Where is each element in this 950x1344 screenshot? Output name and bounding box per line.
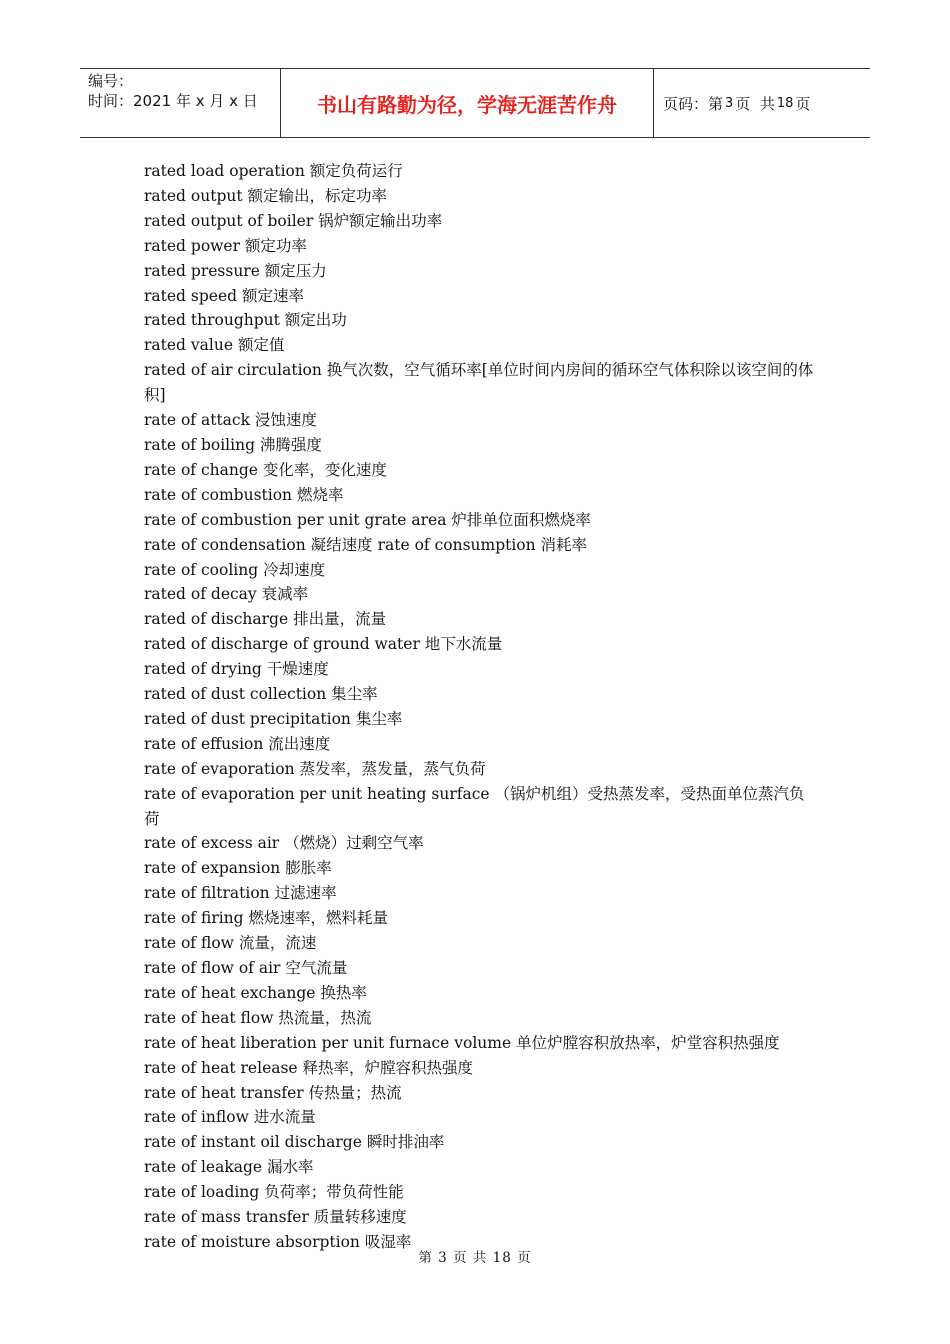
document-number-label: 编号： [88, 72, 134, 90]
glossary-entry: rate of flow of air 空气流量 [144, 959, 348, 977]
page-current: 3 [725, 95, 734, 111]
page-footer: 第 3 页 共 18 页 [418, 1250, 532, 1266]
glossary-entry: rate of heat flow 热流量，热流 [144, 1008, 372, 1027]
glossary-entry: rate of combustion 燃烧率 [144, 485, 344, 504]
glossary-entry: rated of dust precipitation 集尘率 [144, 709, 403, 728]
header-meta [80, 69, 281, 137]
glossary-entry: rate of evaporation per unit heating surface （锅炉机组）受热蒸发率，受热面单位蒸汽负荷 [144, 784, 805, 828]
glossary-entry: rate of excess air （燃烧）过剩空气率 [144, 834, 424, 853]
glossary-entry: rate of firing 燃烧速率，燃料耗量 [144, 909, 389, 928]
page-mid: 页 共 [735, 94, 775, 113]
glossary-entry: rate of condensation 凝结速度 rate of consumption 消耗率 [144, 535, 588, 554]
header-page-info [654, 69, 870, 137]
glossary-entry: rate of filtration 过滤速率 [144, 884, 337, 903]
glossary-entry: rate of cooling 冷却速度 [144, 560, 326, 579]
glossary-entry: rated of air circulation 换气次数，空气循环率[单位时间内房间的循环空气体积除以该空间的体积] [144, 361, 814, 405]
glossary-entry: rate of evaporation 蒸发率，蒸发量，蒸气负荷 [144, 759, 486, 778]
glossary-entry: rate of attack 浸蚀速度 [144, 411, 317, 430]
glossary-entry: rate of leakage 漏水率 [144, 1158, 314, 1177]
glossary-entry: rate of moisture absorption 吸湿率 [144, 1232, 412, 1251]
glossary-entry: rated value 额定值 [144, 336, 285, 355]
glossary-entry: rated output of boiler 锅炉额定输出功率 [144, 211, 443, 230]
glossary-entry: rate of change 变化率，变化速度 [144, 460, 387, 479]
glossary-entry: rate of inflow 进水流量 [144, 1108, 316, 1127]
glossary-entry: rated output 额定输出，标定功率 [144, 186, 388, 205]
page-header [80, 68, 870, 138]
glossary-entry: rated of dust collection 集尘率 [144, 685, 378, 704]
glossary-entry: rated of discharge of ground water 地下水流量 [144, 635, 503, 654]
glossary-entry: rated pressure 额定压力 [144, 261, 327, 280]
glossary-entry: rate of flow 流量，流速 [144, 934, 317, 953]
glossary-entry: rate of heat transfer 传热量；热流 [144, 1083, 402, 1102]
glossary-entry: rate of boiling 沸腾强度 [144, 435, 322, 454]
glossary-list [144, 159, 814, 1255]
glossary-entry: rated power 额定功率 [144, 236, 307, 255]
glossary-entry: rate of heat exchange 换热率 [144, 983, 367, 1002]
glossary-entry: rated of decay 衰减率 [144, 585, 309, 604]
glossary-entry: rated throughput 额定出功 [144, 311, 347, 330]
page-total: 18 [776, 95, 794, 111]
glossary-entry: rated of discharge 排出量，流量 [144, 610, 387, 629]
page-suffix: 页 [795, 94, 811, 113]
glossary-entry: rate of combustion per unit grate area 炉排单位面积燃烧率 [144, 510, 591, 529]
document-date: 时间：2021 年 x 月 x 日 [88, 92, 258, 110]
glossary-entry: rate of instant oil discharge 瞬时排油率 [144, 1133, 445, 1152]
page-prefix: 页码：第 [663, 94, 724, 113]
glossary-entry: rate of heat liberation per unit furnace volume 单位炉膛容积放热率，炉堂容积热强度 rate of heat release 释热率，炉膛容积热强度 [144, 1033, 780, 1077]
glossary-entry: rate of expansion 膨胀率 [144, 859, 332, 878]
header-motto: 书山有路勤为径，学海无涯苦作舟 [281, 69, 654, 137]
glossary-entry: rate of effusion 流出速度 [144, 734, 331, 753]
glossary-entry: rate of loading 负荷率；带负荷性能 [144, 1183, 404, 1202]
glossary-entry: rated speed 额定速率 [144, 286, 304, 305]
glossary-entry: rate of mass transfer 质量转移速度 [144, 1208, 407, 1227]
glossary-entry: rated of drying 干燥速度 [144, 660, 329, 679]
glossary-entry: rated load operation 额定负荷运行 [144, 162, 403, 180]
